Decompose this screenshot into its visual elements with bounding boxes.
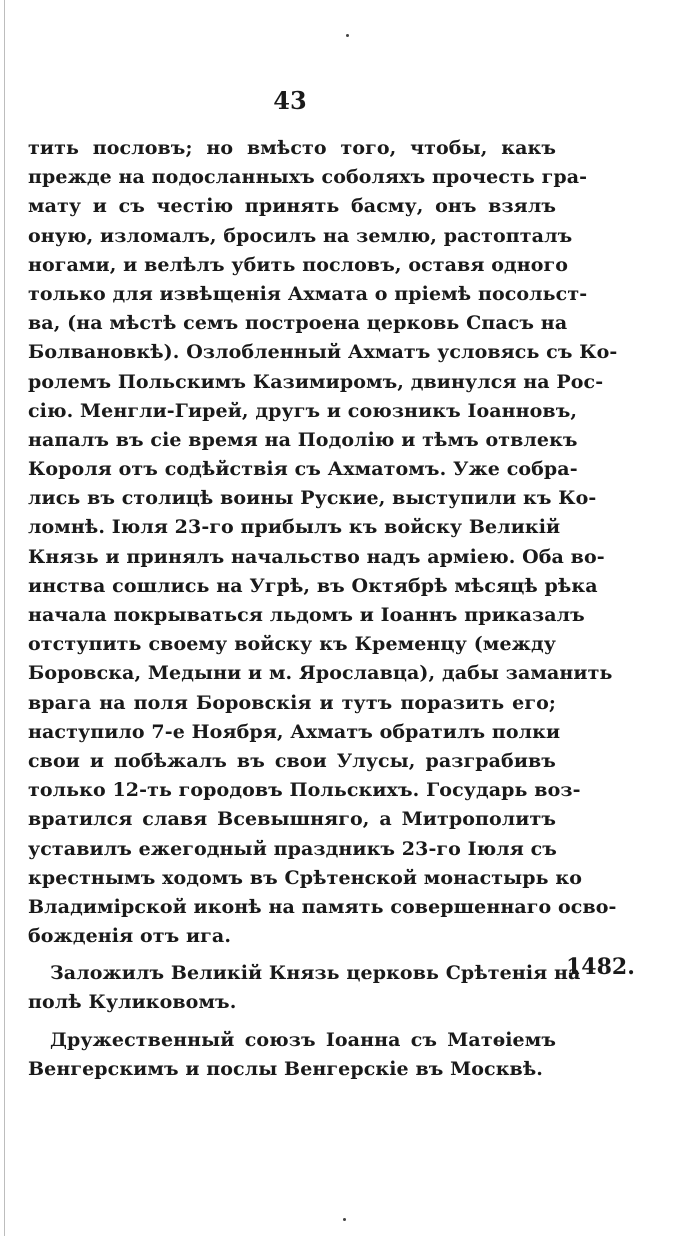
text-line: ногами, и велѣлъ убить пословъ, оставя одного	[28, 253, 569, 276]
paragraph-church	[28, 959, 581, 1017]
text-line: врага на поля Боровскія и тутъ поразить его;	[28, 691, 556, 714]
margin-year-note: 1482.	[566, 954, 635, 980]
paragraph-gap	[28, 951, 556, 959]
text-line: Дружественный союзъ Іоанна съ Матѳіемъ	[50, 1028, 556, 1051]
text-line: напалъ въ сіе время на Подолію и тѣмъ отвлекъ	[28, 428, 578, 451]
text-line: божденія отъ ига.	[28, 925, 232, 948]
text-line: Заложилъ Великій Князь церковь Срѣтенія на	[50, 962, 581, 985]
text-line: инства сошлись на Угрѣ, въ Октябрѣ мѣсяцѣ рѣка	[28, 574, 598, 597]
text-line: только 12-ть городовъ Польскихъ. Государь воз-	[28, 779, 581, 802]
text-line: вратился славя Всевышняго, а Митрополитъ	[28, 808, 556, 831]
text-line: ва, (на мѣстѣ семъ построена церковь Спасъ на	[28, 312, 568, 335]
text-line: свои и побѣжалъ въ свои Улусы, разграбивъ	[28, 749, 556, 772]
text-line: только для извѣщенія Ахмата о пріемѣ посольст-	[28, 282, 588, 305]
print-speck	[343, 1218, 346, 1221]
paragraph-main	[28, 134, 618, 951]
text-line: ломнѣ. Іюля 23-го прибылъ къ войску Великій	[28, 516, 561, 539]
text-line: тить пословъ; но вмѣсто того, чтобы, какъ	[28, 137, 556, 159]
page-number: 43	[273, 86, 307, 115]
paragraph-gap	[28, 1018, 556, 1026]
text-line: Боровска, Медыни и м. Ярославца), дабы заманить	[28, 662, 613, 685]
text-line: оную, изломалъ, бросилъ на землю, растопталъ	[28, 224, 573, 247]
text-line: наступило 7-е Ноября, Ахматъ обратилъ полки	[28, 720, 561, 743]
text-line: крестнымъ ходомъ въ Срѣтенской монастырь ко	[28, 866, 582, 889]
page-edge-line	[4, 0, 5, 1236]
text-line: сію. Менгли-Гирей, другъ и союзникъ Іоанновъ,	[28, 399, 578, 422]
text-line: мату и съ честію принять басму, онъ взялъ	[28, 195, 556, 218]
print-speck	[346, 34, 349, 37]
text-line: лись въ столицѣ воины Руские, выступили къ Ко-	[28, 487, 597, 510]
text-line: Короля отъ содѣйствія съ Ахматомъ. Уже собра-	[28, 458, 578, 481]
text-line: уставилъ ежегодный праздникъ 23-го Іюля съ	[28, 837, 557, 860]
text-line: Венгерскимъ и послы Венгерскіе въ Москвѣ.	[28, 1057, 544, 1080]
text-line: ролемъ Польскимъ Казимиромъ, двинулся на Рос-	[28, 370, 604, 393]
paragraph-alliance	[28, 1026, 556, 1084]
text-line: отступить своему войску къ Кременцу (между	[28, 633, 556, 656]
text-line: полѣ Куликовомъ.	[28, 991, 237, 1014]
text-line: начала покрываться льдомъ и Іоаннъ приказалъ	[28, 604, 585, 626]
text-line: прежде на подосланныхъ соболяхъ прочесть гра-	[28, 166, 588, 189]
text-line: Владимірской иконѣ на память совершеннаго осво-	[28, 895, 617, 918]
text-line: Болвановкѣ). Озлобленный Ахматъ условясь съ Ко-	[28, 341, 618, 364]
text-line: Князь и принялъ начальство надъ арміею. Оба во-	[28, 545, 605, 568]
